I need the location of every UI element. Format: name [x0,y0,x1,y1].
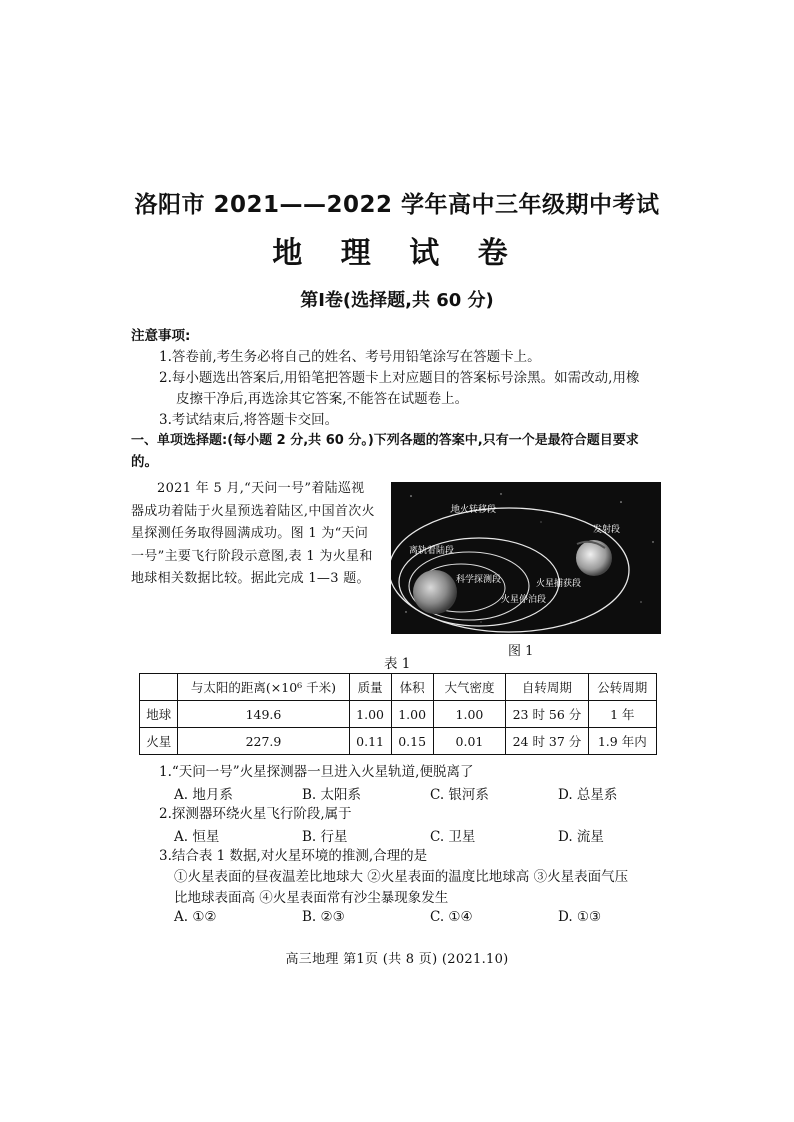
earth-planet [576,540,612,576]
table-caption: 表 1 [384,656,411,672]
table-header-cell [140,674,178,701]
question-intro [131,478,377,591]
question-1-stem: 1.“天问一号”火星探测器一旦进入火星轨道,便脱离了 [159,764,474,780]
question-3-statements-cont: 比地球表面高 ④火星表面常有沙尘暴现象发生 [174,890,449,906]
table-cell: 1.9 年内 [588,728,656,755]
table-header-cell: 公转周期 [588,674,656,701]
label-capture: 火星捕获段 [536,579,582,589]
section-heading: 第Ⅰ卷(选择题,共 60 分) [300,290,494,311]
question-3-stem: 3.结合表 1 数据,对火星环境的推测,合理的是 [159,848,428,864]
question-3-option-a[interactable]: A. ①② [174,909,217,925]
table-cell: 地球 [140,701,178,728]
question-1-option-b[interactable]: B. 太阳系 [302,787,362,803]
notice-item-2-cont: 皮擦干净后,再选涂其它答案,不能答在试题卷上。 [176,391,469,407]
flight-stage-diagram [391,482,661,634]
label-launch: 发射段 [593,525,621,535]
question-3-statements: ①火星表面的昼夜温差比地球大 ②火星表面的温度比地球高 ③火星表面气压 [174,869,629,885]
figure-1 [391,482,661,634]
question-2-option-a[interactable]: A. 恒星 [174,829,220,845]
intro-text: 2021 年 5 月,“天问一号”着陆巡视器成功着陆于火星预选着陆区,中国首次火星探测任务取得圆满成功。图 1 为“天问一号”主要飞行阶段示意图,表 1 为火星和地球相关数据比较。据此完成 1—3 题。 [131,481,375,586]
question-3-option-c[interactable]: C. ①④ [430,909,473,925]
label-transfer: 地火转移段 [451,505,497,515]
exam-subject: 地 理 试 卷 [272,236,522,271]
table-cell: 0.15 [391,728,433,755]
table-header-cell: 体积 [391,674,433,701]
page-footer: 高三地理 第1页 (共 8 页) (2021.10) [285,952,509,967]
table-header-cell: 自转周期 [506,674,588,701]
exam-title: 洛阳市 2021——2022 学年高中三年级期中考试 [134,192,660,218]
question-1-option-d[interactable]: D. 总星系 [558,787,618,803]
question-1-option-c[interactable]: C. 银河系 [430,787,489,803]
question-2-option-b[interactable]: B. 行星 [302,829,348,845]
question-2-option-d[interactable]: D. 流星 [558,829,604,845]
part1-instruction-cont: 的。 [131,454,158,470]
table-cell: 1.00 [433,701,506,728]
table-cell: 1 年 [588,701,656,728]
notice-item-3: 3.考试结束后,将答题卡交回。 [159,412,339,428]
table-row [140,701,657,728]
table-cell: 23 时 56 分 [506,701,588,728]
table-cell: 1.00 [391,701,433,728]
notice-item-2: 2.每小题选出答案后,用铅笔把答题卡上对应题目的答案标号涂黑。如需改动,用橡 [159,370,640,386]
question-2-option-c[interactable]: C. 卫星 [430,829,476,845]
question-3-option-b[interactable]: B. ②③ [302,909,345,925]
table-header-cell: 质量 [349,674,391,701]
notice-heading: 注意事项: [131,328,191,344]
part1-instruction: 一、单项选择题:(每小题 2 分,共 60 分。)下列各题的答案中,只有一个是最符合题目要求 [131,433,639,448]
question-2-stem: 2.探测器环绕火星飞行阶段,属于 [159,806,352,822]
label-descent: 离轨着陆段 [409,546,455,556]
table-row [140,728,657,755]
table-cell: 火星 [140,728,178,755]
question-1-option-a[interactable]: A. 地月系 [174,787,233,803]
table-cell: 0.11 [349,728,391,755]
mars-planet [413,570,457,614]
table-cell: 24 时 37 分 [506,728,588,755]
table-cell: 0.01 [433,728,506,755]
table-header-row [140,674,657,701]
question-3-option-d[interactable]: D. ①③ [558,909,602,925]
label-science: 科学探测段 [456,575,502,585]
table-header-cell: 大气密度 [433,674,506,701]
table-cell: 227.9 [178,728,349,755]
table-cell: 149.6 [178,701,349,728]
figure-caption: 图 1 [508,644,534,659]
table-header-cell: 与太阳的距离(×10⁶ 千米) [178,674,349,701]
label-parking: 火星停泊段 [501,595,547,605]
planet-data-table [139,673,657,755]
table-cell: 1.00 [349,701,391,728]
notice-item-1: 1.答卷前,考生务必将自己的姓名、考号用铅笔涂写在答题卡上。 [159,349,541,365]
